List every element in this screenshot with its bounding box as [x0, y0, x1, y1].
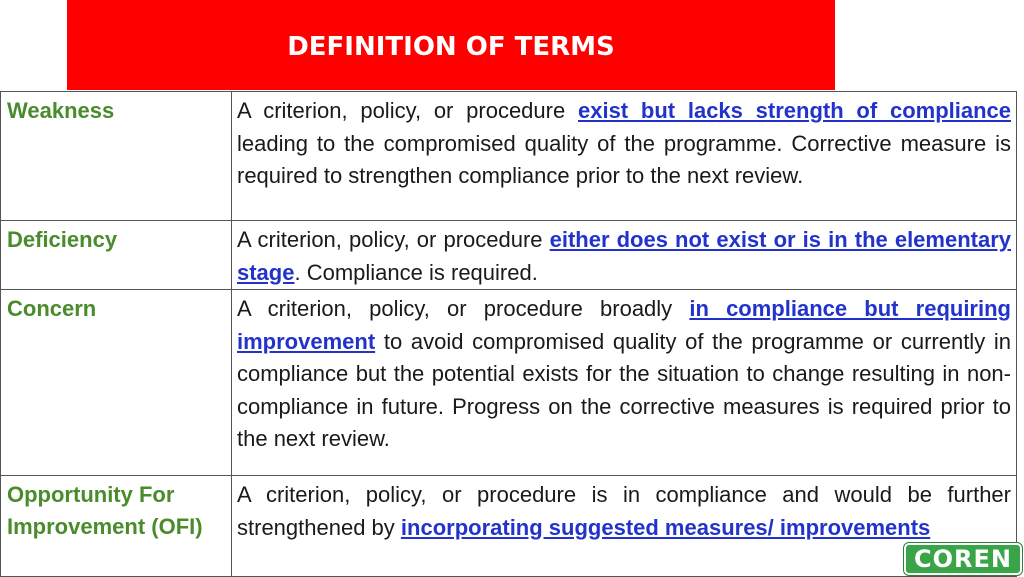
- page-title: DEFINITION OF TERMS: [287, 32, 615, 62]
- definition-text: . Compliance is required.: [294, 259, 538, 285]
- definition-text: A criterion, policy, or procedure broadly: [237, 296, 690, 321]
- definition-text: leading to the compromised quality of the programme. Corrective measure is required to strengthen compliance prior to the next review.: [237, 130, 1011, 188]
- table-row: [1, 476, 1017, 577]
- term-concern: Concern: [1, 290, 232, 476]
- definition-highlight: incorporating suggested measures/ improvements: [400, 514, 931, 540]
- term-weakness: Weakness: [1, 92, 232, 221]
- definition-text: A criterion, policy, or procedure is in compliance and would be further strengthened by: [237, 482, 1011, 540]
- definition-highlight: in compliance but requiring improvement: [237, 296, 1011, 354]
- logo-text: COREN: [914, 545, 1012, 573]
- definition-ofi: [232, 476, 1017, 577]
- definition-highlight: either does not exist or is in the elementary stage: [237, 227, 1012, 285]
- definition-concern: [232, 290, 1017, 476]
- definition-deficiency: [232, 221, 1017, 290]
- definition-weakness: [232, 92, 1017, 221]
- definition-text: to avoid compromised quality of the programme or currently in compliance but the potential exists for the situation to change resulting in non-compliance in future. Progress on the corrective measures is required prior to the next review.: [237, 328, 1011, 451]
- title-banner: [67, 0, 835, 90]
- definitions-table: [0, 91, 1017, 577]
- table-row: [1, 221, 1017, 290]
- coren-logo: [904, 543, 1022, 575]
- table-row: [1, 290, 1017, 476]
- term-ofi: Opportunity For Improvement (OFI): [1, 476, 232, 577]
- term-deficiency: Deficiency: [1, 221, 232, 290]
- table-row: [1, 92, 1017, 221]
- definition-text: A criterion, policy, or procedure: [237, 227, 550, 252]
- definition-text: A criterion, policy, or procedure: [237, 98, 578, 123]
- definition-highlight: exist but lacks strength of compliance: [577, 98, 1011, 123]
